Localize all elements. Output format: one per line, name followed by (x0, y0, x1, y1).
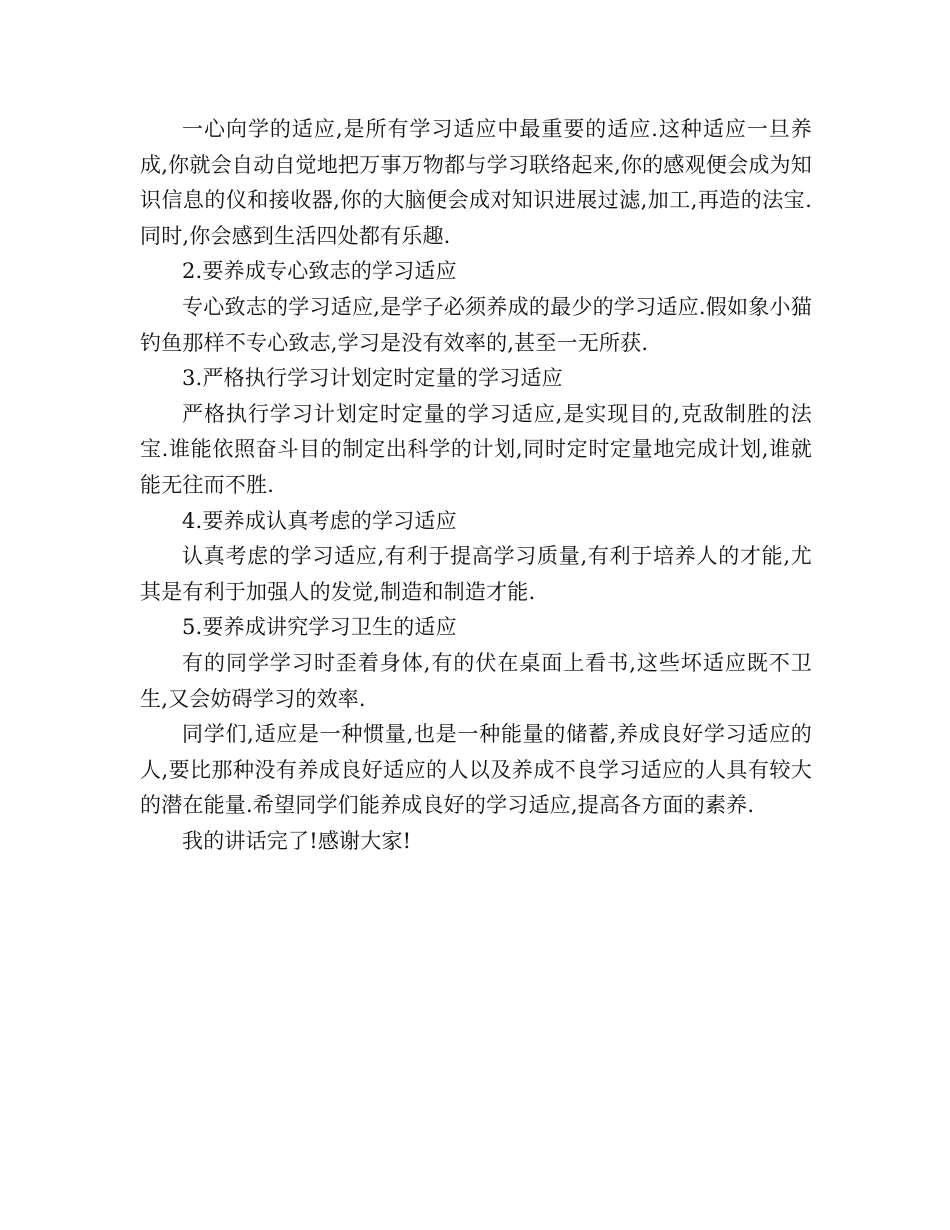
section-heading-5: 5.要养成讲究学习卫生的适应 (182, 615, 457, 640)
section-heading-2: 2.要养成专心致志的学习适应 (182, 259, 457, 284)
section-heading-4: 4.要养成认真考虑的学习适应 (182, 508, 457, 533)
paragraph-plan: 严格执行学习计划定时定量的学习适应,是实现目的,克敌制胜的法宝.谁能依照奋斗目的制定出科学的计划,同时定时定量地完成计划,谁就能无往而不胜. (140, 401, 812, 497)
paragraph-habit-intro: 一心向学的适应,是所有学习适应中最重要的适应.这种适应一旦养成,你就会自动自觉地把万事万物都与学习联络起来,你的感观便会成为知识信息的仪和接收器,你的大脑便会成对知识进展过滤,加工,再造的法宝.同时,你会感到生活四处都有乐趣. (140, 117, 812, 248)
paragraph-focus: 专心致志的学习适应,是学子必须养成的最少的学习适应.假如象小猫钓鱼那样不专心致志,学习是没有效率的,甚至一无所获. (140, 294, 812, 355)
document-body (140, 112, 812, 859)
closing-remark: 我的讲话完了!感谢大家! (182, 828, 412, 853)
paragraph-conclusion: 同学们,适应是一种惯量,也是一种能量的储蓄,养成良好学习适应的人,要比那种没有养成良好适应的人以及养成不良学习适应的人具有较大的潜在能量.希望同学们能养成良好的学习适应,提高各方面的素养. (140, 722, 812, 818)
paragraph-hygiene: 有的同学学习时歪着身体,有的伏在桌面上看书,这些坏适应既不卫生,又会妨碍学习的效率. (140, 650, 812, 711)
section-heading-3: 3.严格执行学习计划定时定量的学习适应 (182, 366, 563, 391)
paragraph-thinking: 认真考虑的学习适应,有利于提高学习质量,有利于培养人的才能,尤其是有利于加强人的发觉,制造和制造才能. (140, 544, 812, 604)
